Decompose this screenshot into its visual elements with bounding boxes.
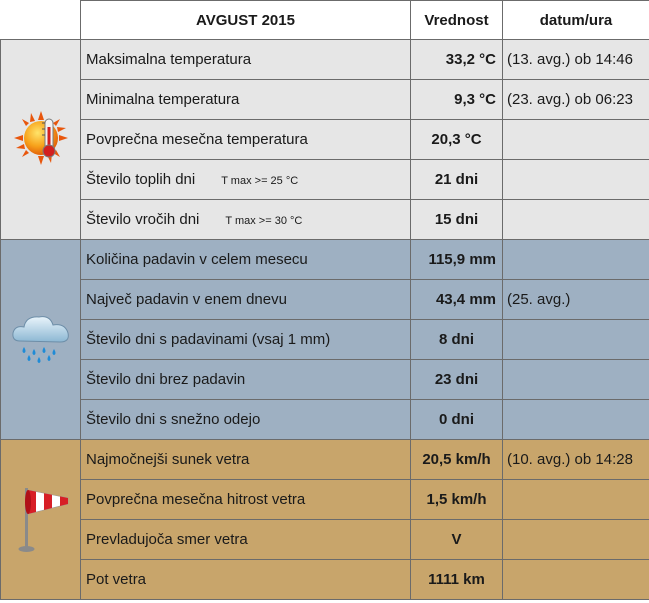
precipitation-value: 8 dni: [411, 320, 503, 360]
precipitation-date: [503, 320, 649, 360]
temperature-label: [81, 200, 411, 240]
temperature-date: [503, 120, 649, 160]
precipitation-label: Število dni s snežno odejo: [81, 400, 411, 440]
table-row: [1, 400, 649, 440]
table-row: [1, 80, 649, 120]
rain-cloud-icon: [10, 311, 72, 365]
temperature-label: [81, 160, 411, 200]
precipitation-date: (25. avg.): [503, 280, 649, 320]
precipitation-icon-cell: [1, 240, 81, 440]
windsock-icon: [10, 482, 72, 554]
temperature-value: 33,2 °C: [411, 40, 503, 80]
temperature-label: Maksimalna temperatura: [81, 40, 411, 80]
temperature-date: (23. avg.) ob 06:23: [503, 80, 649, 120]
wind-value: 20,5 km/h: [411, 440, 503, 480]
precipitation-label: Količina padavin v celem mesecu: [81, 240, 411, 280]
table-row: [1, 440, 649, 480]
row-label-text: Število vročih dni: [86, 211, 200, 228]
wind-label: Najmočnejši sunek vetra: [81, 440, 411, 480]
temperature-label: Minimalna temperatura: [81, 80, 411, 120]
precipitation-date: [503, 240, 649, 280]
wind-label: Pot vetra: [81, 560, 411, 600]
precipitation-value: 23 dni: [411, 360, 503, 400]
wind-date: (10. avg.) ob 14:28: [503, 440, 649, 480]
precipitation-label: Največ padavin v enem dnevu: [81, 280, 411, 320]
wind-label: Prevladujoča smer vetra: [81, 520, 411, 560]
wind-icon-cell: [1, 440, 81, 600]
header-row: [1, 1, 649, 40]
precipitation-label: Število dni brez padavin: [81, 360, 411, 400]
temperature-value: 9,3 °C: [411, 80, 503, 120]
temperature-icon-cell: [1, 40, 81, 240]
precipitation-value: 115,9 mm: [411, 240, 503, 280]
wind-value: 1,5 km/h: [411, 480, 503, 520]
table-row: [1, 240, 649, 280]
wind-value: 1111 km: [411, 560, 503, 600]
table-row: [1, 360, 649, 400]
value-column-header: Vrednost: [411, 1, 503, 40]
temperature-date: [503, 200, 649, 240]
wind-date: [503, 520, 649, 560]
precipitation-value: 0 dni: [411, 400, 503, 440]
precipitation-label: Število dni s padavinami (vsaj 1 mm): [81, 320, 411, 360]
precipitation-date: [503, 360, 649, 400]
wind-value: V: [411, 520, 503, 560]
condition-note: T max >= 25 °C: [221, 175, 299, 187]
month-title: AVGUST 2015: [81, 1, 411, 40]
temperature-value: 15 dni: [411, 200, 503, 240]
table-row: [1, 560, 649, 600]
wind-label: Povprečna mesečna hitrost vetra: [81, 480, 411, 520]
sun-thermometer-icon: [12, 109, 70, 167]
precipitation-date: [503, 400, 649, 440]
temperature-date: [503, 160, 649, 200]
header-blank: [1, 1, 81, 40]
temperature-value: 21 dni: [411, 160, 503, 200]
table-row: [1, 200, 649, 240]
table-row: [1, 320, 649, 360]
table-row: [1, 480, 649, 520]
temperature-label: Povprečna mesečna temperatura: [81, 120, 411, 160]
table-row: [1, 160, 649, 200]
temperature-value: 20,3 °C: [411, 120, 503, 160]
condition-note: T max >= 30 °C: [225, 215, 303, 227]
table-row: [1, 280, 649, 320]
precipitation-value: 43,4 mm: [411, 280, 503, 320]
temperature-date: (13. avg.) ob 14:46: [503, 40, 649, 80]
table-row: [1, 40, 649, 80]
wind-date: [503, 480, 649, 520]
wind-date: [503, 560, 649, 600]
table-row: [1, 120, 649, 160]
table-row: [1, 520, 649, 560]
date-column-header: datum/ura: [503, 1, 649, 40]
row-label-text: Število toplih dni: [86, 171, 196, 188]
